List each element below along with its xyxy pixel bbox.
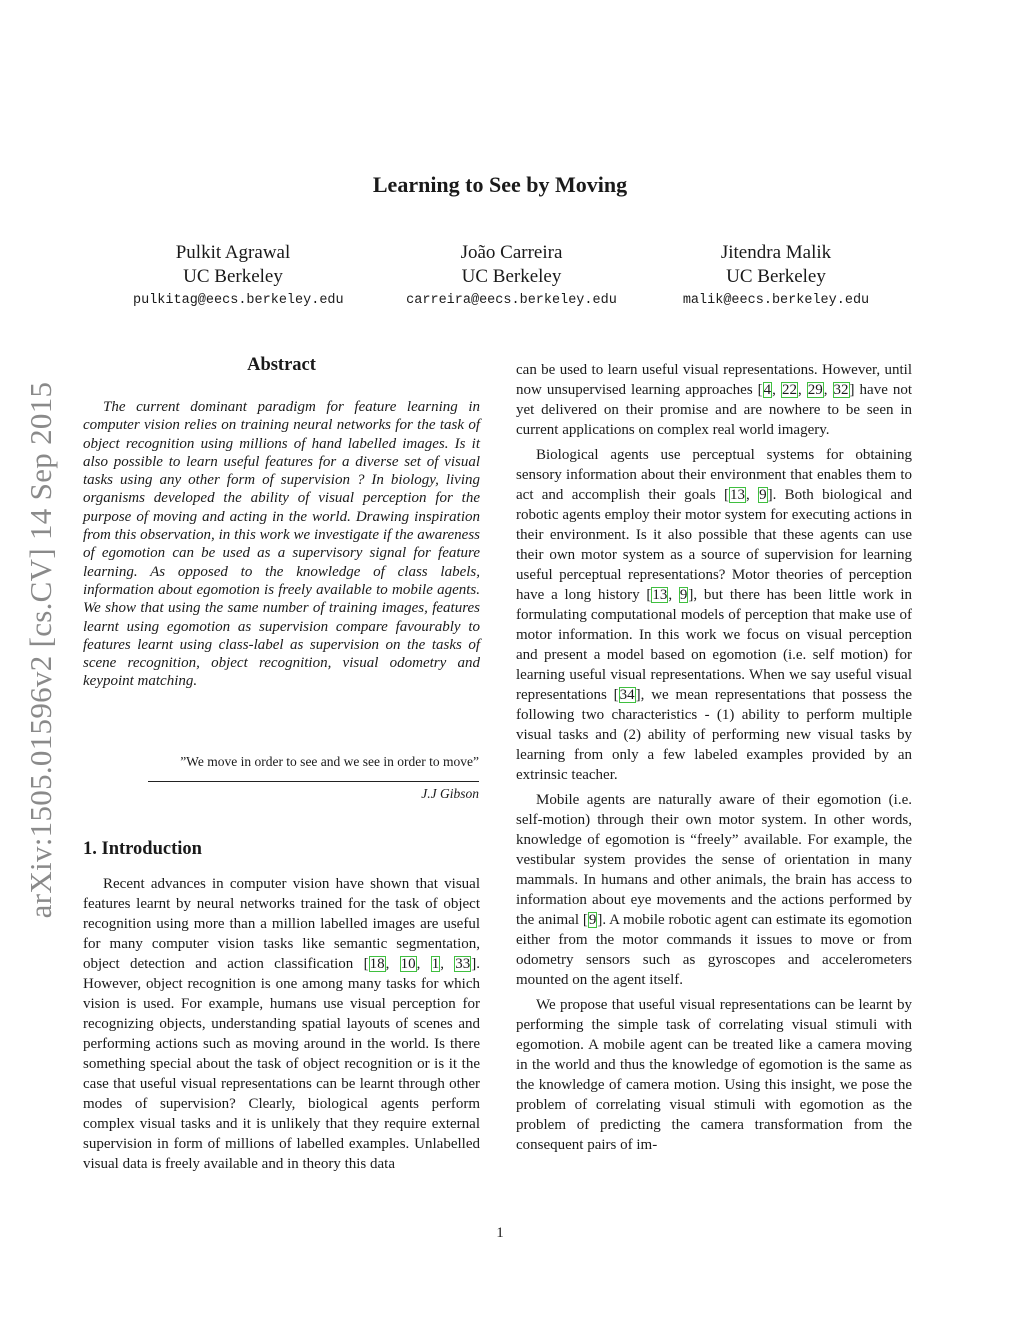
intro-left-column bbox=[83, 874, 480, 1179]
citation-link[interactable]: 4 bbox=[763, 382, 772, 398]
page-number: 1 bbox=[496, 1225, 504, 1241]
section-heading: 1. Introduction bbox=[83, 839, 202, 859]
citation-link[interactable]: 13 bbox=[730, 487, 746, 503]
citation-link[interactable]: 32 bbox=[833, 382, 849, 398]
abstract-text: The current dominant paradigm for feature learning in computer vision relies on training neural networks for the task of object recognition using millions of hand labelled images. Is it also possible to learn useful features for a diverse set of visual tasks using any other form of supervision ? In biology, living organisms developed the ability of visual perception for the purpose of moving and acting in the world. Drawing inspiration from this observation, in this work we investigate if the awareness of egomotion can be used as a supervisory signal for feature learning. As opposed to the knowledge of class labels, information about egomotion is freely available to mobile agents. We show that using the same number of training images, features learnt using egomotion as supervision compare favourably to features learnt using class-label as supervision on the tasks of scene recognition, object recognition, visual odometry and keypoint matching. bbox=[83, 399, 480, 690]
epigraph-author: J.J Gibson bbox=[421, 786, 479, 801]
author-affiliation: UC Berkeley bbox=[461, 266, 562, 287]
author-affiliation: UC Berkeley bbox=[726, 266, 826, 287]
author-block bbox=[390, 241, 633, 311]
paragraph: Biological agents use perceptual systems for obtaining sensory information about their environment that enables them to act and accomplish their goals [13, 9]. Both biological and robotic agents employ their motor system for executing actions in their environment. Is it also possible that these agents can use their own motor system as a source of supervision for learning useful perceptual representations? Motor theories of perception have a long history [13, 9], but there has been little work in formulating computational models of perception that make use of motor information. In this work we focus on visual perception and present a model based on egomotion (i.e. self motion) for learning useful visual representations. When we say useful visual representations [34], we mean representations that possess the following two characteristics - (1) ability to perform multiple visual tasks and (2) ability of performing new visual tasks by learning from only a few labeled examples provided by an extrinsic teacher. bbox=[516, 447, 913, 783]
citation-link[interactable]: 9 bbox=[588, 912, 597, 928]
citation-link[interactable]: 9 bbox=[679, 587, 688, 603]
author-email[interactable]: malik@eecs.berkeley.edu bbox=[682, 293, 870, 308]
paragraph: We propose that useful visual representations can be learnt by performing the simple task of correlating visual stimuli with egomotion. A mobile agent can be treated like a camera moving in the world and thus the knowledge of egomotion is the same as the knowledge of camera motion. Using this insight, we pose the problem of correlating visual stimuli with egomotion as the problem of predicting the camera transformation from the consequent pairs of im- bbox=[516, 997, 912, 1153]
author-email[interactable]: carreira@eecs.berkeley.edu bbox=[406, 293, 617, 308]
citation-link[interactable]: 9 bbox=[759, 487, 767, 503]
author-affiliation: UC Berkeley bbox=[183, 266, 283, 287]
author-block bbox=[668, 241, 884, 311]
citation-link[interactable]: 22 bbox=[781, 382, 797, 398]
citation-link[interactable]: 13 bbox=[652, 587, 668, 603]
arxiv-id: arXiv:1505.01596v2 [cs.CV] 14 Sep 2015 bbox=[23, 381, 58, 919]
citation-link[interactable]: 18 bbox=[369, 956, 385, 972]
author-name: Jitendra Malik bbox=[720, 242, 832, 263]
citation-link[interactable]: 29 bbox=[807, 382, 823, 398]
epigraph-divider bbox=[148, 781, 479, 782]
paragraph: Recent advances in computer vision have shown that visual features learnt by neural networks trained for the task of object recognition using more than a million labelled images are useful for many computer vision tasks like semantic segmentation, object detection and action classification [18, 10, 1, 33]. However, object recognition is one among many tasks for which vision is used. For example, humans use visual perception for recognizing objects, understanding spatial layouts of scenes and performing actions such as moving around in the world. Is there something special about the task of object recognition or is it the case that useful visual representations can be learnt through other modes of supervision? Clearly, biological agents perform complex visual tasks and it is unlikely that they require external supervision in form of millions of labelled examples. Unlabelled visual data is freely available and in theory this data bbox=[83, 876, 481, 1172]
intro-right-column bbox=[516, 360, 912, 1160]
author-name: Pulkit Agrawal bbox=[175, 242, 291, 263]
epigraph-quote: ”We move in order to see and we see in order to move” bbox=[180, 754, 479, 769]
citation-link[interactable]: 33 bbox=[455, 956, 471, 972]
abstract-heading: Abstract bbox=[247, 355, 316, 375]
arxiv-stamp bbox=[10, 350, 72, 950]
author-email[interactable]: pulkitag@eecs.berkeley.edu bbox=[133, 293, 344, 308]
author-name: João Carreira bbox=[460, 242, 563, 263]
paragraph: can be used to learn useful visual representations. However, until now unsupervised learning approaches [4, 22, 29, 32] have not yet delivered on their promise and are nowhere to be seen in current applications on complex real world imagery. bbox=[516, 362, 913, 438]
paper-title: Learning to See by Moving bbox=[372, 172, 628, 197]
citation-link[interactable]: 10 bbox=[400, 956, 416, 972]
citation-link[interactable]: 34 bbox=[619, 687, 635, 703]
paragraph: Mobile agents are naturally aware of their egomotion (i.e. self-motion) through their own motor system. In other words, knowledge of egomotion is “freely” available. For example, the vestibular system provides the sense of orientation in many mammals. In humans and other animals, the brain has access to information about eye movements and the actions performed by the animal [9]. A mobile robotic agent can estimate its egomotion either from the motor commands it issues to move or from odometry sensors such as gyroscopes and accelerometers mounted on the agent itself. bbox=[516, 792, 912, 988]
author-block bbox=[133, 241, 344, 311]
citation-link[interactable]: 1 bbox=[431, 956, 440, 972]
